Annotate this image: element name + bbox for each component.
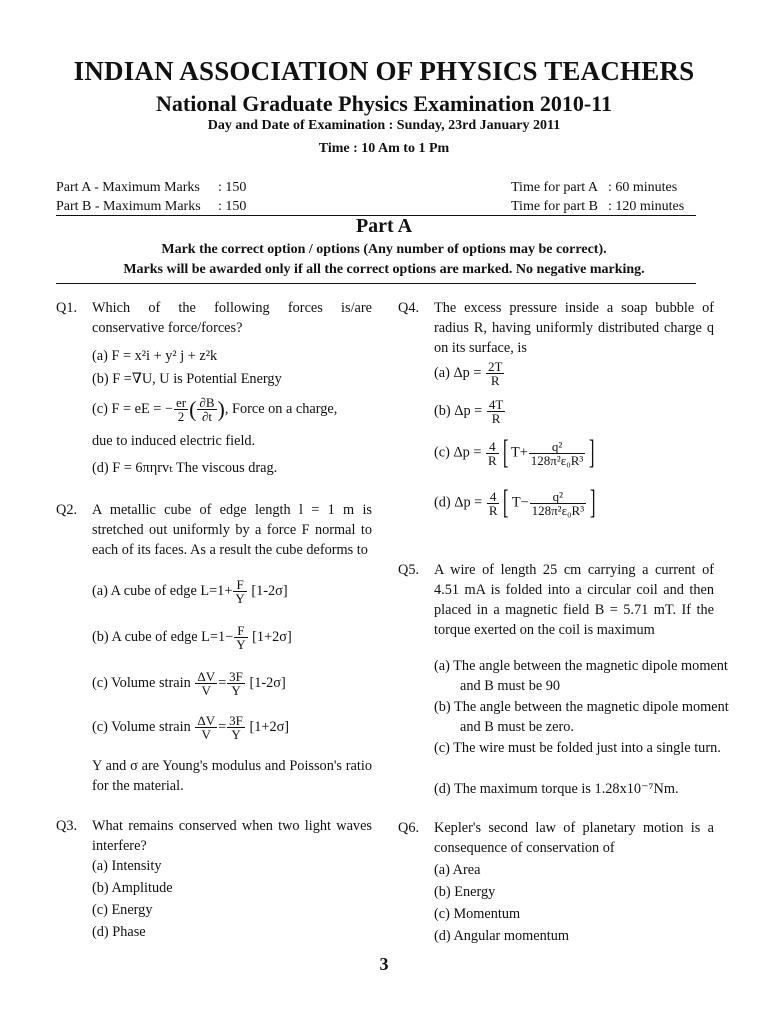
exam-title: National Graduate Physics Examination 2010-11 [156,91,612,116]
marks-b-value: : 150 [218,199,247,214]
q3-number: Q3. [56,818,78,834]
q1-option-d: (d) F = 6πηrvₜ The viscous drag. [92,460,278,476]
organization-title: INDIAN ASSOCIATION OF PHYSICS TEACHERS [73,56,695,86]
q2-option-c: (c) Volume strain $\frac{\Delta V}{V}$ = $\frac{3F}{Y}$ [1-2σ] [92,669,286,698]
q4-number: Q4. [398,300,420,316]
q5-option-c: (c) The wire must be folded just into a single turn. [434,740,721,756]
time-a-label: Time for part A [511,180,598,195]
q1-c-prefix: (c) F = eE = − [92,400,173,417]
exam-time: Time : 10 Am to 1 Pm [318,141,450,156]
page-number: 3 [379,954,389,974]
q5-number: Q5. [398,562,420,578]
q2-option-a: (a) A cube of edge L=1+ $\frac{F}{Y}$ [1-2σ] [92,577,288,606]
q5-option-b: (b) The angle between the magnetic dipole moment and B must be zero. [434,699,729,735]
q3-option-d: (d) Phase [92,924,146,940]
marks-b-label: Part B - Maximum Marks [56,199,201,214]
q6-number: Q6. [398,820,420,836]
q3-option-a: (a) Intensity [92,858,162,874]
q3-text: What remains conserved when two light waves interfere? [92,818,372,854]
q1-option-c: (c) F = eE = − $\frac{er}{2}$ ( $\frac{\partial B}{\partial t}$ ), Force on a charge, [92,395,338,424]
q6-option-a: (a) Area [434,862,481,878]
q3-option-b: (b) Amplitude [92,880,173,896]
q6-option-b: (b) Energy [434,884,496,900]
q5-option-a: (a) The angle between the magnetic dipole moment and B must be 90 [434,658,728,694]
q6-option-d: (d) Angular momentum [434,928,570,944]
q6-text: Kepler's second law of planetary motion is a consequence of conservation of [434,820,714,856]
q5-text: A wire of length 25 cm carrying a current of 4.51 mA is folded into a circular coil and then placed in a magnetic field B = 5.71 mT. If the torque exerted on the coil is maximum [434,562,714,638]
right-column [398,298,729,958]
q1-option-c-continued: due to induced electric field. [92,433,256,449]
q4-option-d: (d) Δp = $\frac{4}{R}$ [ T− $\frac{\text{q²}}{\text{128π²ε₀R³}}$ ] [434,484,596,521]
q1-c-fraction: $\frac{er}{2}$ [175,395,187,424]
q1-c-derivative: $\frac{\partial B}{\partial t}$ [199,395,215,424]
q2-text: A metallic cube of edge length l = 1 m is stretched out uniformly by a force F normal to each of its faces. As a result the cube deforms to [92,502,372,558]
q1-number: Q1. [56,300,78,316]
q4-option-b: (b) Δp = $\frac{4T}{R}$ [434,397,504,426]
q2-option-d: (c) Volume strain $\frac{\Delta V}{V}$ = $\frac{3F}{Y}$ [1+2σ] [92,713,290,742]
time-b-label: Time for part B [511,199,598,214]
left-column [56,298,372,958]
q1-text: Which of the following forces is/are conservative force/forces? [92,300,372,336]
time-b-value: : 120 minutes [608,199,685,214]
q1-c-suffix: , Force on a charge, [224,400,338,417]
instruction-line-1: Mark the correct option / options (Any number of options may be correct). [161,242,607,257]
q3-option-c: (c) Energy [92,902,153,918]
section-title: Part A [355,215,413,237]
instruction-line-2: Marks will be awarded only if all the correct options are marked. No negative marking. [123,262,645,277]
q5-option-d: (d) The maximum torque is 1.28x10⁻⁷Nm. [434,781,679,797]
marks-a-label: Part A - Maximum Marks [56,180,200,195]
time-a-value: : 60 minutes [608,180,678,195]
q4-option-c: (c) Δp = $\frac{4}{R}$ [ T+ $\frac{\text{q²}}{\text{128π²ε₀R³}}$ ] [434,434,595,471]
q2-note: Y and σ are Young's modulus and Poisson's ratio for the material. [92,758,372,794]
q6-option-c: (c) Momentum [434,906,521,922]
q2-option-b: (b) A cube of edge L=1− $\frac{F}{Y}$ [1+2σ] [92,623,292,652]
q2-number: Q2. [56,502,78,518]
bottom-rule [56,283,696,284]
q4-option-a: (a) Δp = $\frac{2T}{R}$ [434,359,503,388]
marks-a-value: : 150 [218,180,247,195]
q4-text: The excess pressure inside a soap bubble of radius R, having uniformly distributed charge q on its surface, is [434,300,714,356]
exam-date: Day and Date of Examination : Sunday, 23rd January 2011 [207,118,561,133]
q1-option-a: (a) F = x²i + y² j + z²k [92,348,218,364]
q1-option-b: (b) F =∇U, U is Potential Energy [92,371,282,387]
